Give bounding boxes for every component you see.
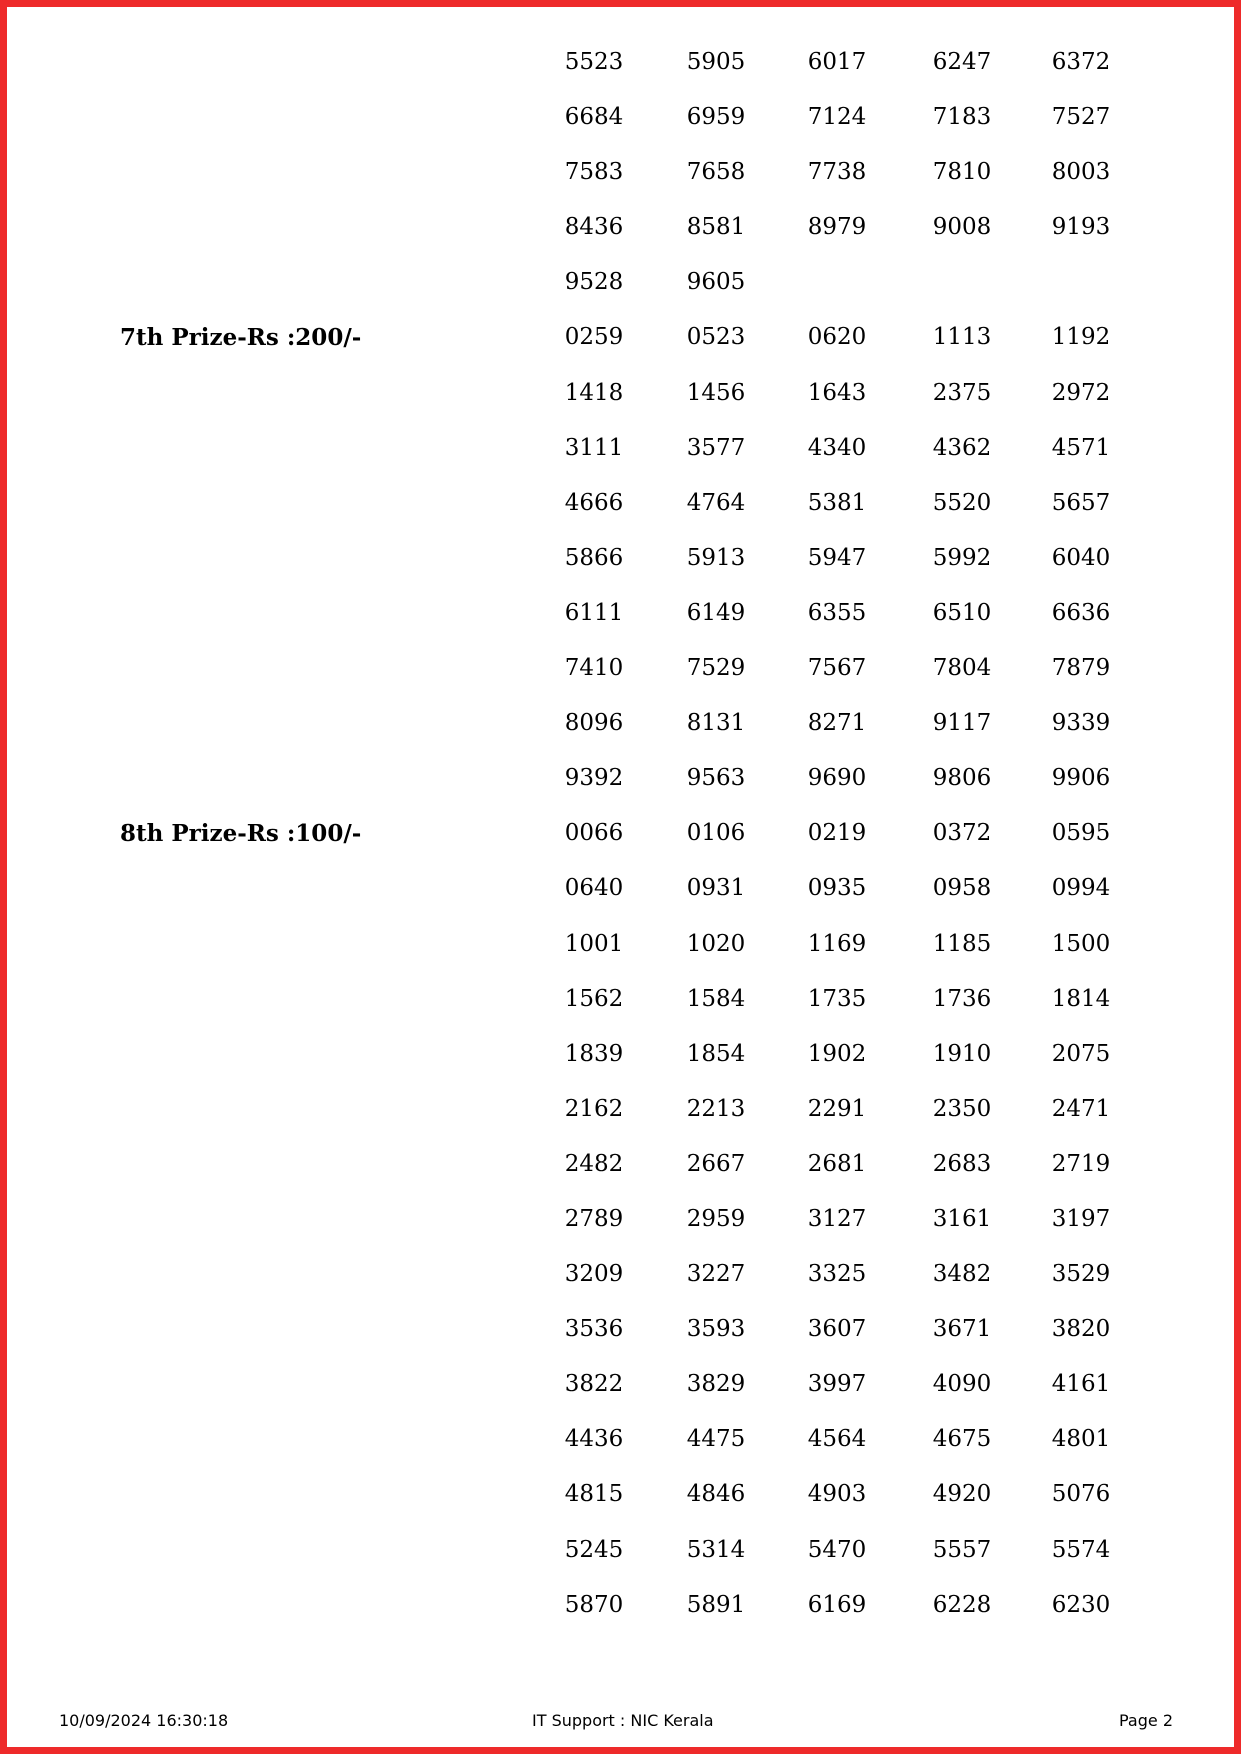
ticket-number: 3529 (1051, 1261, 1111, 1288)
number-row (0, 1302, 1241, 1357)
prize-label: 7th Prize-Rs :200/- (120, 324, 362, 352)
ticket-number: 0523 (686, 324, 746, 351)
ticket-number: 8003 (1051, 159, 1111, 186)
number-row (0, 145, 1241, 200)
ticket-number: 2667 (686, 1150, 746, 1177)
ticket-number: 7738 (807, 159, 867, 186)
ticket-number: 5520 (932, 489, 992, 516)
ticket-number: 4846 (686, 1481, 746, 1508)
ticket-number: 1113 (932, 324, 992, 351)
ticket-number: 3536 (564, 1316, 624, 1343)
number-row (0, 1357, 1241, 1412)
number-row (0, 1137, 1241, 1192)
ticket-number: 5245 (564, 1536, 624, 1563)
ticket-number: 1902 (807, 1040, 867, 1067)
ticket-number: 4764 (686, 489, 746, 516)
number-row (0, 1082, 1241, 1137)
ticket-number: 2075 (1051, 1040, 1111, 1067)
ticket-number: 9392 (564, 765, 624, 792)
ticket-number: 0620 (807, 324, 867, 351)
footer-timestamp: 10/09/2024 16:30:18 (59, 1711, 229, 1730)
ticket-number: 1910 (932, 1040, 992, 1067)
ticket-number: 2482 (564, 1150, 624, 1177)
ticket-number: 3997 (807, 1371, 867, 1398)
ticket-number: 5657 (1051, 489, 1111, 516)
number-row (0, 421, 1241, 476)
ticket-number: 2375 (932, 379, 992, 406)
ticket-number: 4675 (932, 1426, 992, 1453)
ticket-number: 5076 (1051, 1481, 1111, 1508)
ticket-number: 6228 (932, 1591, 992, 1618)
ticket-number: 2291 (807, 1095, 867, 1122)
ticket-number: 4436 (564, 1426, 624, 1453)
prize-number-table (0, 35, 1241, 1633)
ticket-number: 5947 (807, 544, 867, 571)
ticket-number: 6372 (1051, 49, 1111, 75)
ticket-number: 5992 (932, 544, 992, 571)
ticket-number: 3671 (932, 1316, 992, 1343)
ticket-number: 3593 (686, 1316, 746, 1343)
ticket-number: 5913 (686, 544, 746, 571)
ticket-number: 9528 (564, 269, 624, 296)
ticket-number: 1020 (686, 930, 746, 957)
number-row (0, 641, 1241, 696)
number-row (0, 476, 1241, 531)
ticket-number: 4161 (1051, 1371, 1111, 1398)
ticket-number: 0106 (686, 820, 746, 847)
ticket-number: 4903 (807, 1481, 867, 1508)
ticket-number: 8271 (807, 710, 867, 737)
ticket-number: 4801 (1051, 1426, 1111, 1453)
ticket-number: 0640 (564, 875, 624, 902)
ticket-number: 6959 (686, 104, 746, 131)
ticket-number: 6230 (1051, 1591, 1111, 1618)
ticket-number: 6510 (932, 599, 992, 626)
ticket-number: 9605 (686, 269, 746, 296)
number-row (0, 255, 1241, 310)
ticket-number: 6355 (807, 599, 867, 626)
ticket-number: 1185 (932, 930, 992, 957)
ticket-number: 7879 (1051, 655, 1111, 682)
ticket-number: 1001 (564, 930, 624, 957)
ticket-number: 3325 (807, 1261, 867, 1288)
ticket-number: 2471 (1051, 1095, 1111, 1122)
ticket-number: 2683 (932, 1150, 992, 1177)
ticket-number: 2789 (564, 1205, 624, 1232)
ticket-number: 5314 (686, 1536, 746, 1563)
ticket-number: 4920 (932, 1481, 992, 1508)
ticket-number: 8131 (686, 710, 746, 737)
ticket-number: 3111 (564, 434, 624, 461)
ticket-number: 6040 (1051, 544, 1111, 571)
ticket-number: 5381 (807, 489, 867, 516)
ticket-number: 1735 (807, 985, 867, 1012)
ticket-number: 0958 (932, 875, 992, 902)
ticket-number: 7658 (686, 159, 746, 186)
ticket-number: 0994 (1051, 875, 1111, 902)
ticket-number: 4666 (564, 489, 624, 516)
ticket-number: 0595 (1051, 820, 1111, 847)
ticket-number: 3829 (686, 1371, 746, 1398)
ticket-number: 3577 (686, 434, 746, 461)
prize-label: 8th Prize-Rs :100/- (120, 820, 362, 848)
ticket-number: 3822 (564, 1371, 624, 1398)
ticket-number: 0219 (807, 820, 867, 847)
ticket-number: 3197 (1051, 1205, 1111, 1232)
ticket-number: 3227 (686, 1261, 746, 1288)
number-row (0, 861, 1241, 916)
ticket-number: 1169 (807, 930, 867, 957)
ticket-number: 6636 (1051, 599, 1111, 626)
ticket-number: 5891 (686, 1591, 746, 1618)
ticket-number: 7529 (686, 655, 746, 682)
number-row (0, 90, 1241, 145)
ticket-number: 8436 (564, 214, 624, 241)
ticket-number: 5523 (564, 49, 624, 75)
ticket-number: 5470 (807, 1536, 867, 1563)
ticket-number: 3161 (932, 1205, 992, 1232)
ticket-number: 1584 (686, 985, 746, 1012)
ticket-number: 9117 (932, 710, 992, 737)
number-row (0, 366, 1241, 421)
ticket-number: 1854 (686, 1040, 746, 1067)
ticket-number: 2681 (807, 1150, 867, 1177)
ticket-number: 8979 (807, 214, 867, 241)
ticket-number: 5574 (1051, 1536, 1111, 1563)
ticket-number: 1839 (564, 1040, 624, 1067)
number-row (0, 1247, 1241, 1302)
ticket-number: 8581 (686, 214, 746, 241)
ticket-number: 5870 (564, 1591, 624, 1618)
ticket-number: 7583 (564, 159, 624, 186)
ticket-number: 2959 (686, 1205, 746, 1232)
ticket-number: 6169 (807, 1591, 867, 1618)
ticket-number: 6684 (564, 104, 624, 131)
ticket-number: 3820 (1051, 1316, 1111, 1343)
number-row (0, 531, 1241, 586)
footer-support: IT Support : NIC Kerala (532, 1711, 714, 1730)
ticket-number: 9008 (932, 214, 992, 241)
ticket-number: 1643 (807, 379, 867, 406)
ticket-number: 3607 (807, 1316, 867, 1343)
number-row (0, 586, 1241, 641)
ticket-number: 0935 (807, 875, 867, 902)
ticket-number: 1814 (1051, 985, 1111, 1012)
number-row (0, 1578, 1241, 1633)
ticket-number: 5557 (932, 1536, 992, 1563)
footer-page-number: Page 2 (1119, 1711, 1173, 1730)
ticket-number: 8096 (564, 710, 624, 737)
number-row (0, 1192, 1241, 1247)
ticket-number: 9339 (1051, 710, 1111, 737)
ticket-number: 9906 (1051, 765, 1111, 792)
ticket-number: 0372 (932, 820, 992, 847)
ticket-number: 9806 (932, 765, 992, 792)
ticket-number: 2213 (686, 1095, 746, 1122)
ticket-number: 3482 (932, 1261, 992, 1288)
ticket-number: 1418 (564, 379, 624, 406)
ticket-number: 2719 (1051, 1150, 1111, 1177)
ticket-number: 4815 (564, 1481, 624, 1508)
number-row (0, 200, 1241, 255)
ticket-number: 9690 (807, 765, 867, 792)
ticket-number: 6247 (932, 49, 992, 75)
number-row (0, 696, 1241, 751)
ticket-number: 7124 (807, 104, 867, 131)
ticket-number: 1192 (1051, 324, 1111, 351)
ticket-number: 6149 (686, 599, 746, 626)
ticket-number: 4564 (807, 1426, 867, 1453)
ticket-number: 4340 (807, 434, 867, 461)
ticket-number: 7527 (1051, 104, 1111, 131)
ticket-number: 1500 (1051, 930, 1111, 957)
number-row (0, 806, 1241, 861)
ticket-number: 9193 (1051, 214, 1111, 241)
ticket-number: 5866 (564, 544, 624, 571)
ticket-number: 4090 (932, 1371, 992, 1398)
ticket-number: 4571 (1051, 434, 1111, 461)
ticket-number: 7810 (932, 159, 992, 186)
number-row (0, 310, 1241, 365)
ticket-number: 0066 (564, 820, 624, 847)
ticket-number: 4475 (686, 1426, 746, 1453)
ticket-number: 1736 (932, 985, 992, 1012)
ticket-number: 9563 (686, 765, 746, 792)
ticket-number: 7183 (932, 104, 992, 131)
ticket-number: 1456 (686, 379, 746, 406)
ticket-number: 6111 (564, 599, 624, 626)
number-row (0, 35, 1241, 90)
number-row (0, 1412, 1241, 1467)
ticket-number: 2162 (564, 1095, 624, 1122)
ticket-number: 7567 (807, 655, 867, 682)
number-row (0, 1027, 1241, 1082)
ticket-number: 0259 (564, 324, 624, 351)
ticket-number: 7410 (564, 655, 624, 682)
number-row (0, 751, 1241, 806)
ticket-number: 1562 (564, 985, 624, 1012)
ticket-number: 3209 (564, 1261, 624, 1288)
number-row (0, 1523, 1241, 1578)
ticket-number: 5905 (686, 49, 746, 75)
number-row (0, 1467, 1241, 1522)
ticket-number: 2972 (1051, 379, 1111, 406)
ticket-number: 2350 (932, 1095, 992, 1122)
ticket-number: 3127 (807, 1205, 867, 1232)
number-row (0, 972, 1241, 1027)
number-row (0, 917, 1241, 972)
ticket-number: 4362 (932, 434, 992, 461)
ticket-number: 6017 (807, 49, 867, 75)
ticket-number: 7804 (932, 655, 992, 682)
ticket-number: 0931 (686, 875, 746, 902)
